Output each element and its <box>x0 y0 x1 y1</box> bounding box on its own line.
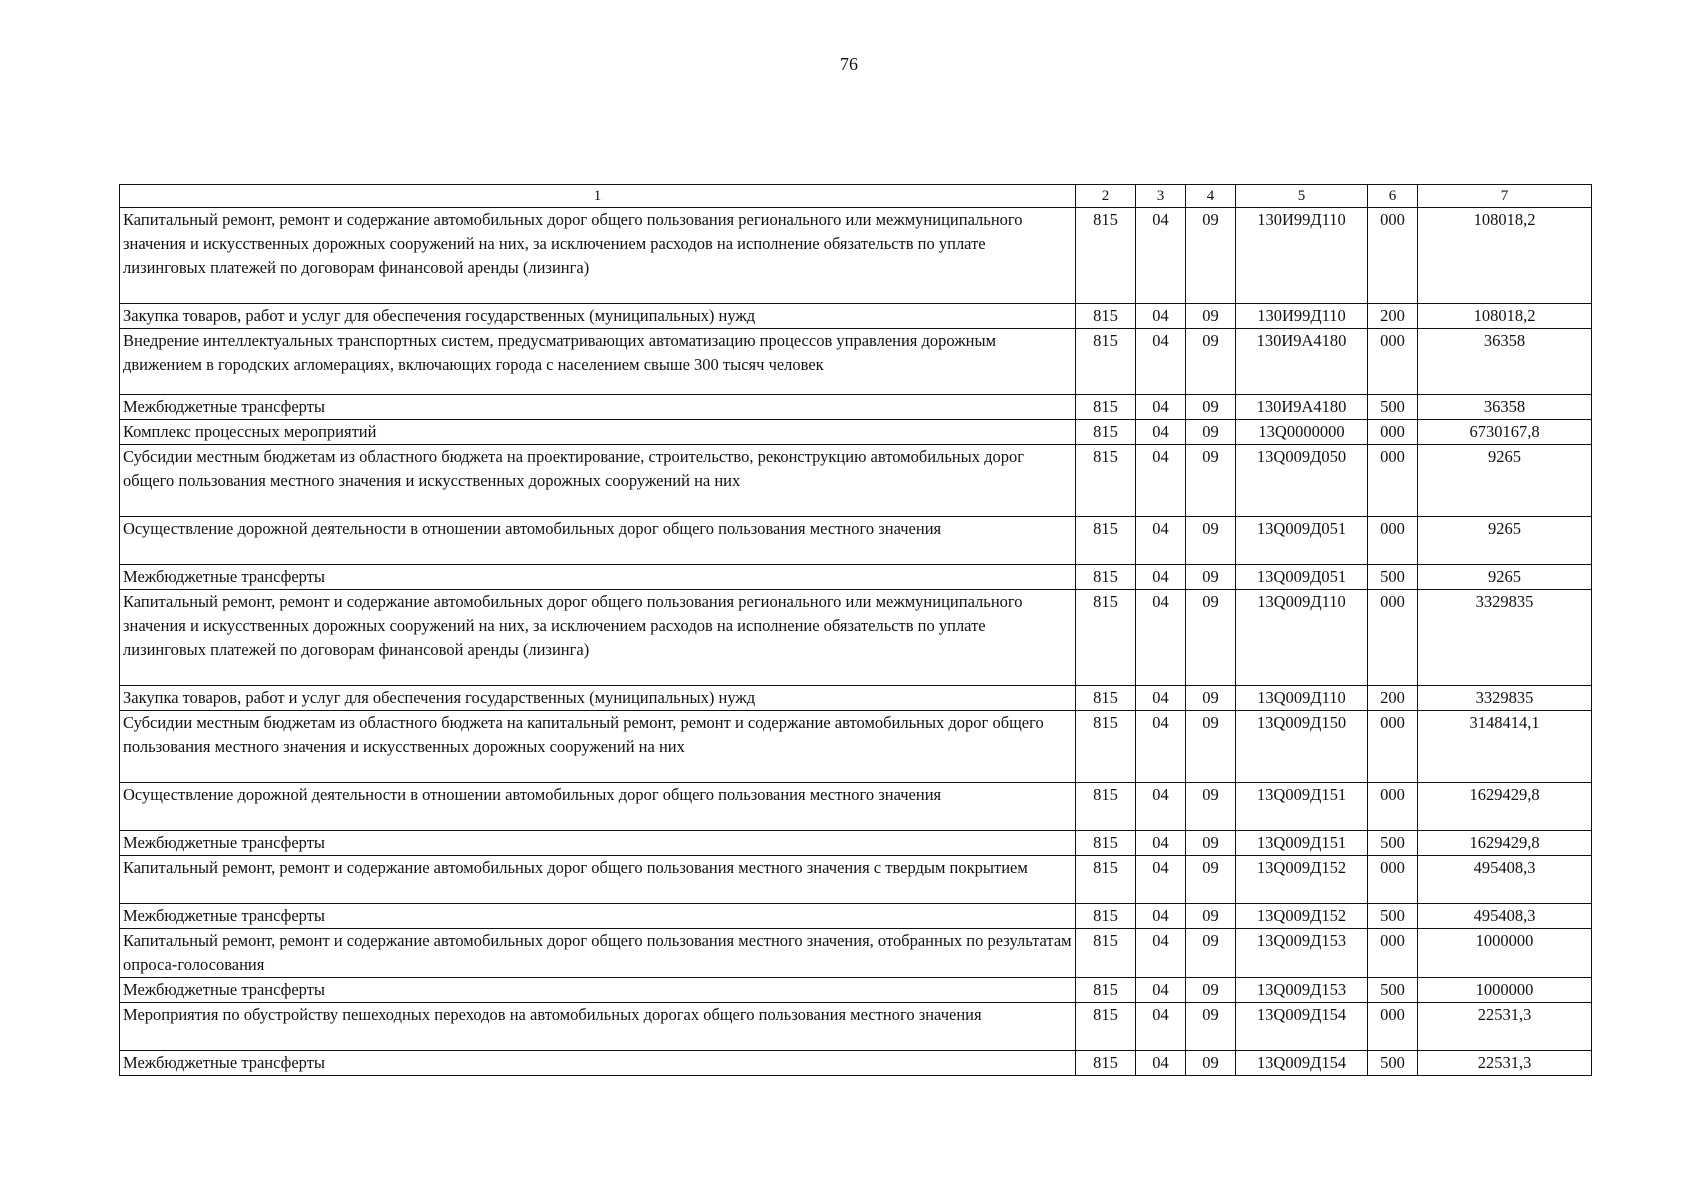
row-amount: 1000000 <box>1418 929 1592 978</box>
row-code-subsection: 09 <box>1186 395 1236 420</box>
row-code-expense-type: 200 <box>1368 304 1418 329</box>
row-code-target: 13Q009Д151 <box>1236 831 1368 856</box>
table-row <box>120 831 1592 856</box>
row-code-admin: 815 <box>1076 1051 1136 1076</box>
row-description: Капитальный ремонт, ремонт и содержание автомобильных дорог общего пользования регионального или межмуниципального значения и искусственных дорожных сооружений на них, за исключением расходов на исполнение обязательств по уплате лизинговых платежей по договорам финансовой аренды (лизинга) <box>120 208 1076 304</box>
row-code-target: 13Q009Д110 <box>1236 590 1368 686</box>
row-code-subsection: 09 <box>1186 208 1236 304</box>
row-code-section: 04 <box>1136 420 1186 445</box>
row-code-expense-type: 000 <box>1368 783 1418 831</box>
row-description: Внедрение интеллектуальных транспортных систем, предусматривающих автоматизацию процессов управления дорожным движением в городских агломерациях, включающих города с населением свыше 300 тысяч человек <box>120 329 1076 395</box>
row-code-admin: 815 <box>1076 929 1136 978</box>
table-row <box>120 711 1592 783</box>
row-amount: 6730167,8 <box>1418 420 1592 445</box>
row-code-admin: 815 <box>1076 565 1136 590</box>
row-code-admin: 815 <box>1076 904 1136 929</box>
table-row <box>120 783 1592 831</box>
row-description: Межбюджетные трансферты <box>120 904 1076 929</box>
row-code-target: 130И9А4180 <box>1236 329 1368 395</box>
row-code-target: 13Q009Д152 <box>1236 856 1368 904</box>
row-code-target: 13Q009Д153 <box>1236 929 1368 978</box>
row-code-expense-type: 000 <box>1368 420 1418 445</box>
row-code-subsection: 09 <box>1186 831 1236 856</box>
row-code-target: 130И9А4180 <box>1236 395 1368 420</box>
column-header: 5 <box>1236 185 1368 208</box>
row-code-subsection: 09 <box>1186 329 1236 395</box>
column-header: 7 <box>1418 185 1592 208</box>
row-code-section: 04 <box>1136 565 1186 590</box>
table-row <box>120 856 1592 904</box>
row-code-admin: 815 <box>1076 304 1136 329</box>
row-amount: 1629429,8 <box>1418 783 1592 831</box>
row-code-admin: 815 <box>1076 711 1136 783</box>
row-code-section: 04 <box>1136 904 1186 929</box>
table-row <box>120 208 1592 304</box>
row-code-subsection: 09 <box>1186 565 1236 590</box>
row-code-subsection: 09 <box>1186 590 1236 686</box>
page-number: 76 <box>840 54 858 74</box>
row-description: Мероприятия по обустройству пешеходных переходов на автомобильных дорогах общего пользования местного значения <box>120 1003 1076 1051</box>
row-code-target: 13Q0000000 <box>1236 420 1368 445</box>
row-code-target: 13Q009Д151 <box>1236 783 1368 831</box>
row-description: Межбюджетные трансферты <box>120 395 1076 420</box>
row-description: Закупка товаров, работ и услуг для обеспечения государственных (муниципальных) нужд <box>120 686 1076 711</box>
row-description: Закупка товаров, работ и услуг для обеспечения государственных (муниципальных) нужд <box>120 304 1076 329</box>
row-code-target: 13Q009Д051 <box>1236 517 1368 565</box>
row-code-subsection: 09 <box>1186 304 1236 329</box>
row-code-subsection: 09 <box>1186 711 1236 783</box>
row-description: Капитальный ремонт, ремонт и содержание автомобильных дорог общего пользования местного значения, отобранных по результатам опроса-голосования <box>120 929 1076 978</box>
column-header: 1 <box>120 185 1076 208</box>
column-header: 4 <box>1186 185 1236 208</box>
row-code-expense-type: 000 <box>1368 1003 1418 1051</box>
row-code-subsection: 09 <box>1186 1051 1236 1076</box>
table-row <box>120 420 1592 445</box>
row-code-expense-type: 500 <box>1368 904 1418 929</box>
row-code-target: 13Q009Д050 <box>1236 445 1368 517</box>
row-amount: 3329835 <box>1418 590 1592 686</box>
row-description: Капитальный ремонт, ремонт и содержание автомобильных дорог общего пользования регионального или межмуниципального значения и искусственных дорожных сооружений на них, за исключением расходов на исполнение обязательств по уплате лизинговых платежей по договорам финансовой аренды (лизинга) <box>120 590 1076 686</box>
column-header: 6 <box>1368 185 1418 208</box>
row-code-target: 13Q009Д153 <box>1236 978 1368 1003</box>
row-code-admin: 815 <box>1076 856 1136 904</box>
row-description: Межбюджетные трансферты <box>120 831 1076 856</box>
row-code-admin: 815 <box>1076 686 1136 711</box>
row-code-expense-type: 000 <box>1368 517 1418 565</box>
row-code-target: 13Q009Д154 <box>1236 1051 1368 1076</box>
row-code-section: 04 <box>1136 783 1186 831</box>
row-code-expense-type: 000 <box>1368 929 1418 978</box>
row-code-section: 04 <box>1136 329 1186 395</box>
row-code-admin: 815 <box>1076 420 1136 445</box>
row-code-expense-type: 500 <box>1368 565 1418 590</box>
table-row <box>120 904 1592 929</box>
row-amount: 3329835 <box>1418 686 1592 711</box>
row-amount: 1000000 <box>1418 978 1592 1003</box>
row-code-section: 04 <box>1136 978 1186 1003</box>
table-row <box>120 395 1592 420</box>
table-row <box>120 1051 1592 1076</box>
table-row <box>120 929 1592 978</box>
row-description: Субсидии местным бюджетам из областного бюджета на капитальный ремонт, ремонт и содержание автомобильных дорог общего пользования местного значения и искусственных дорожных сооружений на них <box>120 711 1076 783</box>
row-amount: 108018,2 <box>1418 208 1592 304</box>
row-amount: 9265 <box>1418 445 1592 517</box>
table-row <box>120 329 1592 395</box>
row-code-admin: 815 <box>1076 208 1136 304</box>
row-code-subsection: 09 <box>1186 978 1236 1003</box>
row-code-expense-type: 000 <box>1368 711 1418 783</box>
column-header: 2 <box>1076 185 1136 208</box>
table-row <box>120 517 1592 565</box>
row-code-admin: 815 <box>1076 783 1136 831</box>
row-code-expense-type: 000 <box>1368 208 1418 304</box>
table-row <box>120 445 1592 517</box>
row-code-section: 04 <box>1136 395 1186 420</box>
row-code-section: 04 <box>1136 831 1186 856</box>
row-code-admin: 815 <box>1076 590 1136 686</box>
row-amount: 36358 <box>1418 329 1592 395</box>
row-description: Межбюджетные трансферты <box>120 1051 1076 1076</box>
row-amount: 495408,3 <box>1418 856 1592 904</box>
row-code-subsection: 09 <box>1186 856 1236 904</box>
row-description: Межбюджетные трансферты <box>120 978 1076 1003</box>
row-code-subsection: 09 <box>1186 904 1236 929</box>
row-description: Капитальный ремонт, ремонт и содержание автомобильных дорог общего пользования местного значения с твердым покрытием <box>120 856 1076 904</box>
budget-table <box>119 184 1592 1076</box>
row-amount: 9265 <box>1418 517 1592 565</box>
row-code-admin: 815 <box>1076 1003 1136 1051</box>
table-header-row <box>120 185 1592 208</box>
row-amount: 108018,2 <box>1418 304 1592 329</box>
row-amount: 36358 <box>1418 395 1592 420</box>
row-amount: 22531,3 <box>1418 1051 1592 1076</box>
table-row <box>120 304 1592 329</box>
row-code-subsection: 09 <box>1186 783 1236 831</box>
row-description: Комплекс процессных мероприятий <box>120 420 1076 445</box>
table-row <box>120 565 1592 590</box>
row-code-target: 13Q009Д154 <box>1236 1003 1368 1051</box>
row-code-expense-type: 200 <box>1368 686 1418 711</box>
row-code-expense-type: 500 <box>1368 1051 1418 1076</box>
row-code-section: 04 <box>1136 208 1186 304</box>
row-code-subsection: 09 <box>1186 929 1236 978</box>
row-code-admin: 815 <box>1076 978 1136 1003</box>
row-code-admin: 815 <box>1076 329 1136 395</box>
row-code-section: 04 <box>1136 590 1186 686</box>
table-row <box>120 1003 1592 1051</box>
row-code-section: 04 <box>1136 686 1186 711</box>
row-code-section: 04 <box>1136 856 1186 904</box>
table-row <box>120 590 1592 686</box>
row-code-section: 04 <box>1136 445 1186 517</box>
row-code-expense-type: 500 <box>1368 978 1418 1003</box>
row-code-target: 130И99Д110 <box>1236 304 1368 329</box>
row-description: Осуществление дорожной деятельности в отношении автомобильных дорог общего пользования местного значения <box>120 517 1076 565</box>
row-code-target: 130И99Д110 <box>1236 208 1368 304</box>
row-amount: 495408,3 <box>1418 904 1592 929</box>
row-code-admin: 815 <box>1076 445 1136 517</box>
row-code-expense-type: 500 <box>1368 831 1418 856</box>
row-code-expense-type: 000 <box>1368 329 1418 395</box>
row-code-subsection: 09 <box>1186 517 1236 565</box>
row-description: Субсидии местным бюджетам из областного бюджета на проектирование, строительство, реконструкцию автомобильных дорог общего пользования местного значения и искусственных дорожных сооружений на них <box>120 445 1076 517</box>
row-amount: 22531,3 <box>1418 1003 1592 1051</box>
row-code-admin: 815 <box>1076 517 1136 565</box>
row-code-target: 13Q009Д051 <box>1236 565 1368 590</box>
row-code-expense-type: 500 <box>1368 395 1418 420</box>
table-row <box>120 686 1592 711</box>
row-code-admin: 815 <box>1076 831 1136 856</box>
row-code-section: 04 <box>1136 711 1186 783</box>
row-description: Осуществление дорожной деятельности в отношении автомобильных дорог общего пользования местного значения <box>120 783 1076 831</box>
row-code-target: 13Q009Д110 <box>1236 686 1368 711</box>
row-amount: 9265 <box>1418 565 1592 590</box>
row-code-subsection: 09 <box>1186 445 1236 517</box>
row-code-target: 13Q009Д152 <box>1236 904 1368 929</box>
column-header: 3 <box>1136 185 1186 208</box>
row-code-section: 04 <box>1136 304 1186 329</box>
row-description: Межбюджетные трансферты <box>120 565 1076 590</box>
table-row <box>120 978 1592 1003</box>
row-code-section: 04 <box>1136 1051 1186 1076</box>
row-code-subsection: 09 <box>1186 420 1236 445</box>
row-code-expense-type: 000 <box>1368 856 1418 904</box>
row-amount: 1629429,8 <box>1418 831 1592 856</box>
row-code-subsection: 09 <box>1186 686 1236 711</box>
row-code-expense-type: 000 <box>1368 445 1418 517</box>
row-code-subsection: 09 <box>1186 1003 1236 1051</box>
row-code-section: 04 <box>1136 929 1186 978</box>
row-code-admin: 815 <box>1076 395 1136 420</box>
row-code-target: 13Q009Д150 <box>1236 711 1368 783</box>
row-code-expense-type: 000 <box>1368 590 1418 686</box>
row-code-section: 04 <box>1136 517 1186 565</box>
row-code-section: 04 <box>1136 1003 1186 1051</box>
row-amount: 3148414,1 <box>1418 711 1592 783</box>
